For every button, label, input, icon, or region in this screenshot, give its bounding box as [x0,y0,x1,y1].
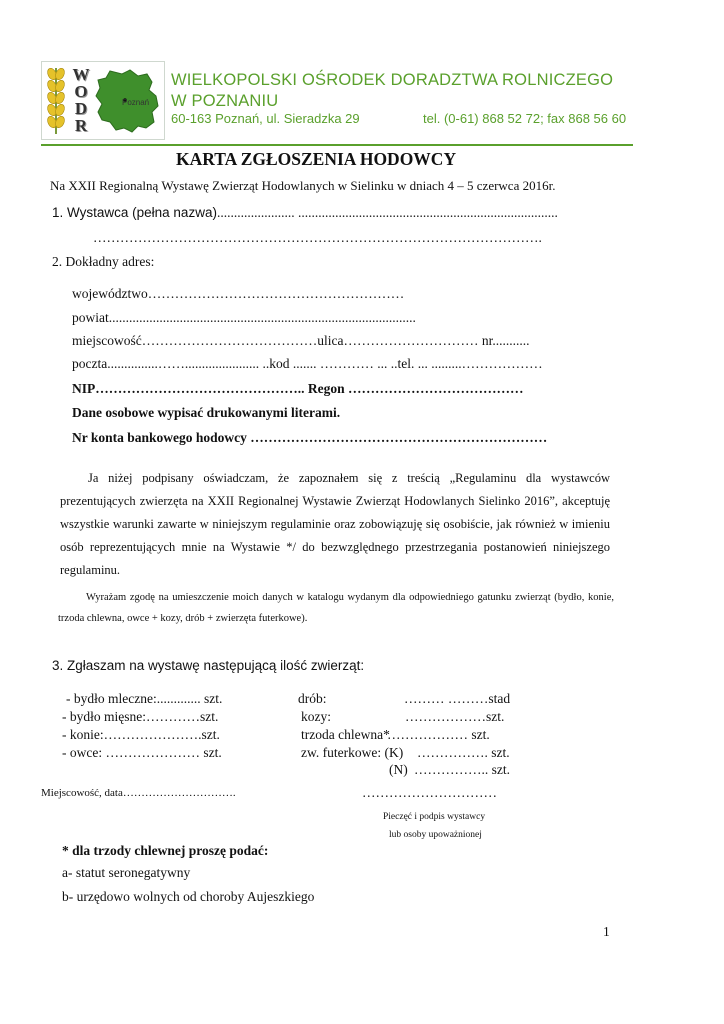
signature-field[interactable]: ………………………… [362,785,497,800]
county-field[interactable]: powiat........................................................................................... [72,310,416,325]
logo-letter: W [72,65,90,84]
pigs-note-title: * dla trzody chlewnej proszę podać: [62,843,269,858]
goats-field[interactable]: ………………szt. [405,709,505,724]
beef-cattle-field[interactable]: - bydło mięsne:…………szt. [62,709,219,724]
goats-label: kozy: [301,709,331,724]
org-address: 60-163 Poznań, ul. Sieradzka 29 [171,111,360,126]
fur-animals-k-field[interactable]: ……………. szt. [417,745,510,760]
pigs-label: trzoda chlewna* [301,727,390,742]
pigs-note-b: b- urzędowo wolnych od choroby Aujeszkiego [62,889,315,904]
logo-letters [69,66,93,134]
signature-caption-line2: lub osoby upoważnionej [389,830,482,840]
poultry-label: drób: [298,691,327,706]
pigs-field[interactable]: ……………… szt. [387,727,490,742]
poultry-field[interactable]: ……… ………stad [404,691,511,706]
wodr-logo [41,61,165,140]
sheep-field[interactable]: - owce: ………………… szt. [62,745,222,760]
signature-caption-line1: Pieczęć i podpis wystawcy [383,812,486,822]
exhibitor-dots: ....................... ............................................................................. [216,205,558,220]
logo-letter: R [74,116,88,135]
form-title: KARTA ZGŁOSZENIA HODOWCY [176,149,457,169]
fur-animals-n-field[interactable]: …………….. szt. [414,762,510,777]
org-name-line2: W POZNANIU [171,92,279,110]
place-date-field[interactable]: Miejscowość, data…………………………. [41,787,236,799]
dairy-cattle-field[interactable]: - bydło mleczne:............. szt. [66,691,223,706]
voivodeship-field[interactable]: województwo………………………………………………… [72,286,405,301]
logo-letter: O [74,82,88,101]
form-subtitle: Na XXII Regionalną Wystawę Zwierząt Hodowlanych w Sielinku w dniach 4 – 5 czerwca 2016r. [50,178,556,193]
exhibitor-field[interactable] [52,205,558,221]
declaration-text: Ja niżej podpisany oświadczam, że zapoznałem się z treścią „Regulaminu dla wystawców prezentujących zwierzęta na XXII Regionalnej Wystawie Zwierząt Hodowlanych Sielinko 2016”, akceptuję wszystkie warunki zawarte w niniejszym regulaminie oraz zobowiązuję się osobiście, jak również w imieniu osób reprezentujących mnie na Wystawie */ do bezwzględnego przestrzegania postanowień niniejszego regulaminu. [60,471,610,577]
animals-label: 3. Zgłaszam na wystawę następującą ilość zwierząt: [52,658,365,673]
header-divider [41,144,633,146]
address-label: 2. Dokładny adres: [52,254,155,269]
exhibitor-dots-line2[interactable]: ………………………………………………………………………………………. [93,230,542,245]
logo-letter: D [74,99,88,118]
locality-street-field[interactable]: miejscowość…………………………………ulica………………………… nr........... [72,333,530,348]
exhibitor-label: 1. Wystawca (pełna nazwa) [52,205,217,220]
org-contact: tel. (0-61) 868 52 72; fax 868 56 60 [423,111,627,126]
horses-field[interactable]: - konie:………………….szt. [62,727,220,742]
fur-animals-label: zw. futerkowe: (K) [301,745,404,760]
nip-regon-field[interactable]: NIP……………………………………….. Regon ………………………………… [72,381,524,396]
wheat-icon [45,64,67,136]
consent-text: Wyrażam zgodę na umieszczenie moich danych w katalogu wydanym dla odpowiedniego gatunku zwierząt (bydło, konie, trzoda chlewna, owce + kozy, drób + zwierzęta futerkowe). [58,592,614,624]
bank-account-field[interactable]: Nr konta bankowego hodowcy ………………………………………………………… [72,430,548,445]
post-code-phone-field[interactable]: poczta...............……...................... ..kod ....... ………… ... ..tel. ... .........……………… [72,356,543,371]
print-note: Dane osobowe wypisać drukowanymi literami. [72,405,341,420]
org-name-line1: WIELKOPOLSKI OŚRODEK DORADZTWA ROLNICZEGO [171,71,614,89]
page-number: 1 [603,924,610,939]
pigs-note-a: a- statut seronegatywny [62,865,191,880]
logo-city-label: Poznań [122,98,150,107]
fur-animals-n-label: (N) [389,762,408,777]
